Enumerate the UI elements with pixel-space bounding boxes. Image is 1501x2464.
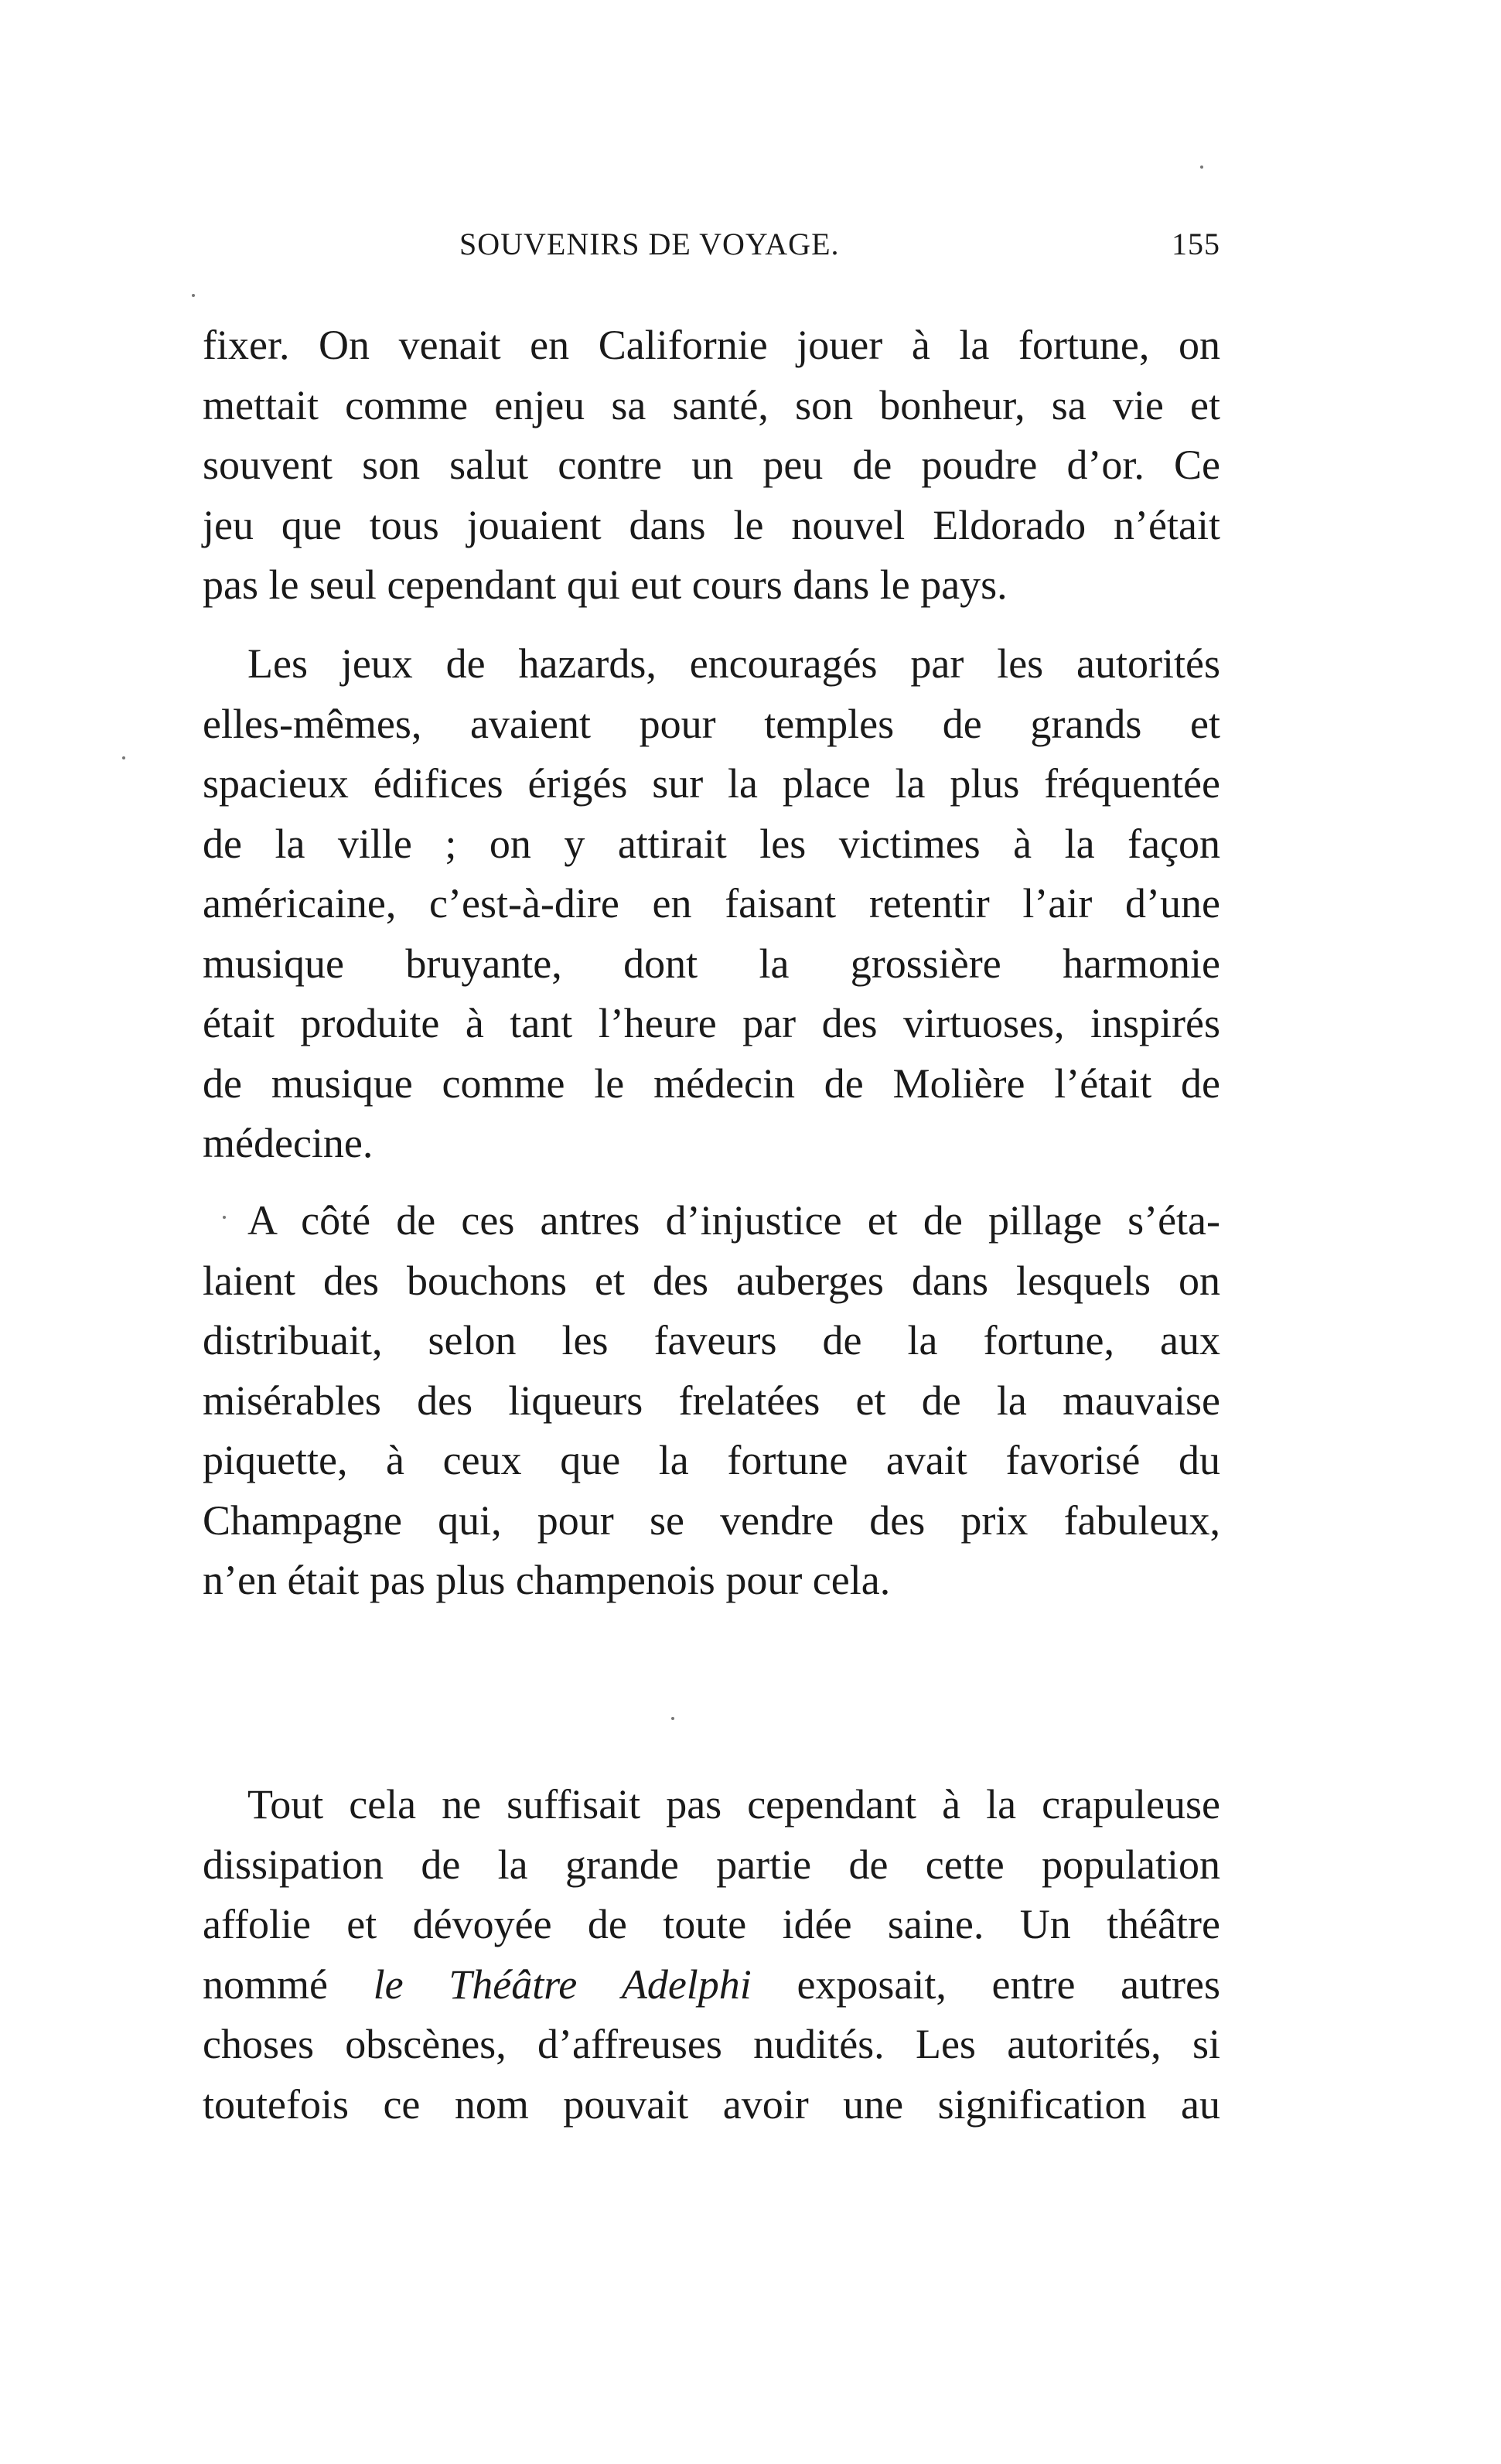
print-speck xyxy=(223,1216,226,1219)
print-speck xyxy=(122,756,125,759)
text-line: était produite à tant l’heure par des virtuoses, inspirés xyxy=(203,1000,1220,1046)
paragraph-4 xyxy=(203,1775,1220,2135)
page-number: 155 xyxy=(1172,227,1220,261)
text-line: musique bruyante, dont la grossière harmonie xyxy=(203,940,1220,987)
text-line: de musique comme le médecin de Molière l’était de xyxy=(203,1060,1220,1107)
print-speck xyxy=(671,1717,674,1720)
text-fragment: exposait, entre autres xyxy=(751,1961,1221,2008)
text-line: de la ville ; on y attirait les victimes à la façon xyxy=(203,820,1220,867)
text-line: fixer. On venait en Californie jouer à la fortune, on xyxy=(203,322,1220,368)
text-line: choses obscènes, d’affreuses nudités. Les autorités, si xyxy=(203,2021,1220,2067)
text-fragment: nommé xyxy=(203,1961,374,2008)
text-line: médecine. xyxy=(203,1120,374,1166)
text-line: misérables des liqueurs frelatées et de la mauvaise xyxy=(203,1377,1220,1424)
print-speck xyxy=(192,294,195,297)
text-line xyxy=(203,1775,1220,1835)
text-line-content: A côté de ces antres d’injustice et de pillage s’éta- xyxy=(247,1197,1220,1244)
text-line: pas le seul cependant qui eut cours dans le pays. xyxy=(203,561,1008,608)
text-line: affolie et dévoyée de toute idée saine. Un théâtre xyxy=(203,1901,1220,1947)
text-line: elles-mêmes, avaient pour temples de grands et xyxy=(203,700,1220,747)
text-line: Champagne qui, pour se vendre des prix fabuleux, xyxy=(203,1496,1220,1544)
text-line: souvent son salut contre un peu de poudre d’or. Ce xyxy=(203,442,1220,488)
text-line: dissipation de la grande partie de cette population xyxy=(203,1841,1220,1888)
text-line: n’en était pas plus champenois pour cela. xyxy=(203,1557,891,1603)
text-line: mettait comme enjeu sa santé, son bonheur, sa vie et xyxy=(203,381,1220,428)
text-line: piquette, à ceux que la fortune avait favorisé du xyxy=(203,1437,1220,1483)
text-line: jeu que tous jouaient dans le nouvel Eldorado n’était xyxy=(203,501,1220,548)
paragraph-1 xyxy=(203,316,1220,616)
text-line xyxy=(203,1191,1220,1251)
running-head xyxy=(203,226,1220,272)
text-line xyxy=(203,634,1220,694)
print-speck xyxy=(1200,166,1203,169)
text-line: toutefois ce nom pouvait avoir une signification au xyxy=(203,2080,1220,2128)
text-line: américaine, c’est-à-dire en faisant retentir l’air d’une xyxy=(203,880,1220,927)
paragraph-3 xyxy=(203,1191,1220,1611)
theatre-name: le Théâtre Adelphi xyxy=(373,1961,752,2008)
text-line-content: Les jeux de hazards, encouragés par les autorités xyxy=(247,640,1220,687)
text-line: distribuait, selon les faveurs de la fortune, aux xyxy=(203,1317,1220,1363)
text-line-content: Tout cela ne suffisait pas cependant à la crapuleuse xyxy=(247,1781,1220,1828)
text-line: laient des bouchons et des auberges dans lesquels on xyxy=(203,1257,1220,1304)
text-line xyxy=(203,1955,1220,2015)
text-line: spacieux édifices érigés sur la place la plus fréquentée xyxy=(203,760,1220,807)
paragraph-2 xyxy=(203,634,1220,1174)
running-title: SOUVENIRS DE VOYAGE. xyxy=(459,227,840,261)
